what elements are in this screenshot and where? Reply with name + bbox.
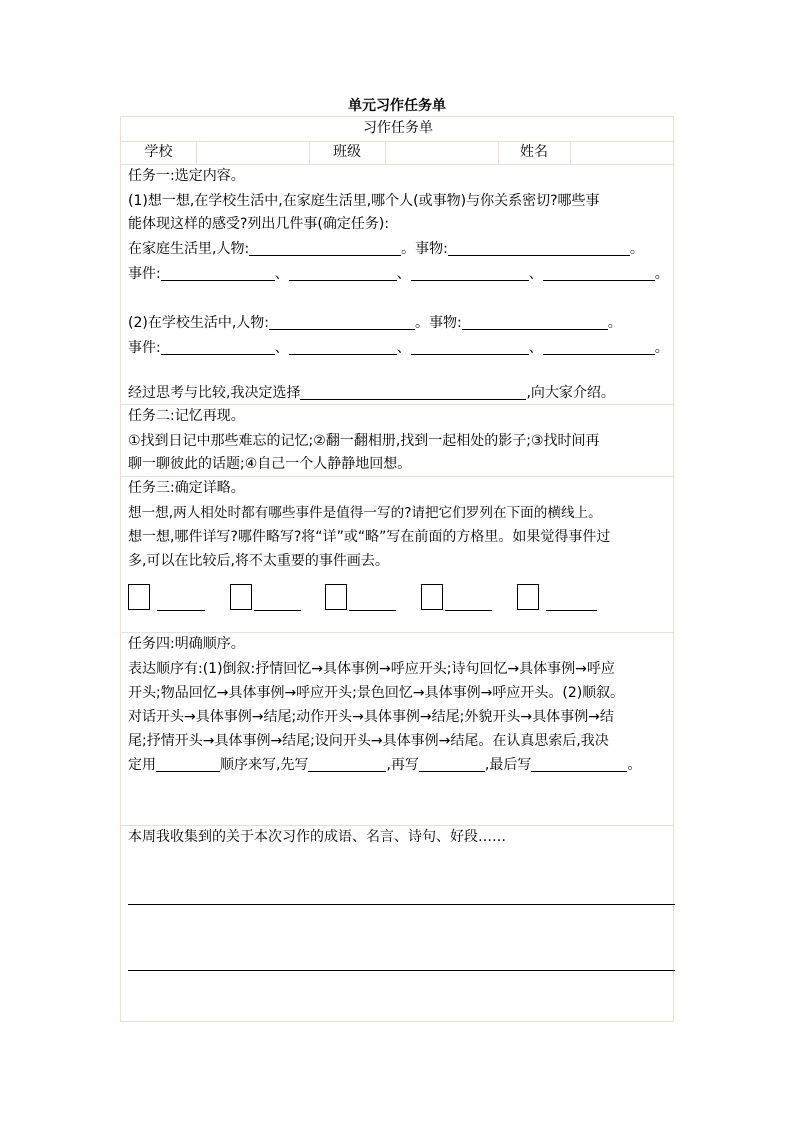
- detail-box[interactable]: [517, 584, 539, 610]
- family-person-blank[interactable]: [249, 241, 401, 256]
- decide-line: [128, 382, 615, 405]
- row-divider: [121, 141, 673, 142]
- decide-suffix: ,向大家介绍。: [526, 385, 615, 401]
- task4-text: 开头;物品回忆→具体事例→呼应开头;景色回忆→具体事例→呼应开头。(2)顺叙。: [128, 685, 625, 701]
- name-label: 姓名: [520, 144, 548, 160]
- task3-text: 想一想,哪件详写?哪件略写?将“详”或“略”写在前面的方格里。如果觉得事件过: [128, 529, 611, 545]
- collect-prompt: 本周我收集到的关于本次习作的成语、名言、诗句、好段……: [128, 829, 506, 845]
- thing-label: 。事物:: [401, 241, 448, 257]
- period: 。: [654, 340, 669, 356]
- task1-intro: (1)想一想,在学校生活中,在家庭生活里,哪个人(或事物)与你关系密切?哪些事: [128, 193, 600, 209]
- task2-text: ①找到日记中那些难忘的记忆;②翻一翻相册,找到一起相处的影子;③找时间再: [128, 433, 600, 449]
- use-label: 定用: [128, 757, 156, 773]
- task-sheet: [120, 116, 674, 1022]
- school-events-line: [128, 337, 669, 360]
- event-line[interactable]: [157, 610, 205, 611]
- detail-box[interactable]: [230, 584, 252, 610]
- col-divider: [570, 141, 571, 164]
- event-blank[interactable]: [161, 266, 275, 281]
- event-line[interactable]: [349, 610, 396, 611]
- event-line[interactable]: [254, 610, 301, 611]
- document-title: 单元习作任务单: [348, 98, 446, 114]
- then-label: ,再写: [386, 757, 419, 773]
- event-blank[interactable]: [161, 340, 275, 355]
- event-blank[interactable]: [411, 340, 529, 355]
- event-blank[interactable]: [411, 266, 529, 281]
- then-blank[interactable]: [419, 757, 485, 772]
- detail-box[interactable]: [325, 584, 347, 610]
- event-line[interactable]: [546, 610, 597, 611]
- family-events-line: [128, 263, 669, 286]
- col-divider: [385, 141, 386, 164]
- family-person-label: 在家庭生活里,人物:: [128, 241, 250, 257]
- first-blank[interactable]: [308, 757, 386, 772]
- writing-line[interactable]: [128, 970, 675, 971]
- separator: 、: [274, 266, 289, 282]
- separator: 、: [274, 340, 289, 356]
- order-blank[interactable]: [156, 757, 220, 772]
- decide-prefix: 经过思考与比较,我决定选择: [128, 385, 301, 401]
- family-thing-blank[interactable]: [448, 241, 630, 256]
- task2-title: 任务二:记忆再现。: [128, 408, 245, 424]
- detail-box[interactable]: [421, 584, 443, 610]
- school-person-label: (2)在学校生活中,人物:: [128, 315, 269, 331]
- period: 。: [627, 757, 642, 773]
- task3-text: 多,可以在比较后,将不太重要的事件画去。: [128, 553, 389, 569]
- col-divider: [196, 141, 197, 164]
- family-line: [128, 238, 644, 261]
- task4-text: 表达顺序有:(1)倒叙:抒情回忆→具体事例→呼应开头;诗句回忆→具体事例→呼应: [128, 661, 615, 677]
- event-blank[interactable]: [289, 266, 397, 281]
- writing-line[interactable]: [128, 904, 675, 905]
- detail-box[interactable]: [128, 584, 150, 610]
- period: 。: [607, 315, 622, 331]
- separator: 、: [528, 340, 543, 356]
- decide-blank[interactable]: [300, 385, 526, 400]
- task4-text: 对话开头→具体事例→结尾;动作开头→具体事例→结尾;外貌开头→具体事例→结: [128, 709, 614, 725]
- class-label: 班级: [333, 144, 361, 160]
- task1-intro: 能体现这样的感受?列出几件事(确定任务):: [128, 216, 390, 232]
- events-label: 事件:: [128, 340, 161, 356]
- event-blank[interactable]: [289, 340, 397, 355]
- task4-title: 任务四:明确顺序。: [128, 636, 245, 652]
- separator: 、: [528, 266, 543, 282]
- period: 。: [654, 266, 669, 282]
- separator: 、: [396, 340, 411, 356]
- sheet-header: 习作任务单: [363, 120, 433, 136]
- events-label: 事件:: [128, 266, 161, 282]
- task2-text: 聊一聊彼此的话题;④自己一个人静静地回想。: [128, 456, 412, 472]
- event-line[interactable]: [445, 610, 492, 611]
- task3-title: 任务三:确定详略。: [128, 480, 245, 496]
- school-thing-blank[interactable]: [462, 315, 608, 330]
- thing-label: 。事物:: [415, 315, 462, 331]
- event-blank[interactable]: [543, 340, 655, 355]
- separator: 、: [396, 266, 411, 282]
- last-label: ,最后写: [484, 757, 532, 773]
- last-blank[interactable]: [531, 757, 627, 772]
- school-person-blank[interactable]: [269, 315, 415, 330]
- task1-title: 任务一:选定内容。: [128, 168, 245, 184]
- task4-text: 尾;抒情开头→具体事例→结尾;设问开头→具体事例→结尾。在认真思索后,我决: [128, 733, 609, 749]
- period: 。: [629, 241, 644, 257]
- school-line: [128, 312, 622, 335]
- order-line: [128, 754, 641, 777]
- event-blank[interactable]: [543, 266, 655, 281]
- school-label: 学校: [144, 144, 173, 160]
- order-label: 顺序来写,先写: [220, 757, 309, 773]
- task3-text: 想一想,两人相处时都有哪些事件是值得一写的?请把它们罗列在下面的横线上。: [128, 505, 602, 521]
